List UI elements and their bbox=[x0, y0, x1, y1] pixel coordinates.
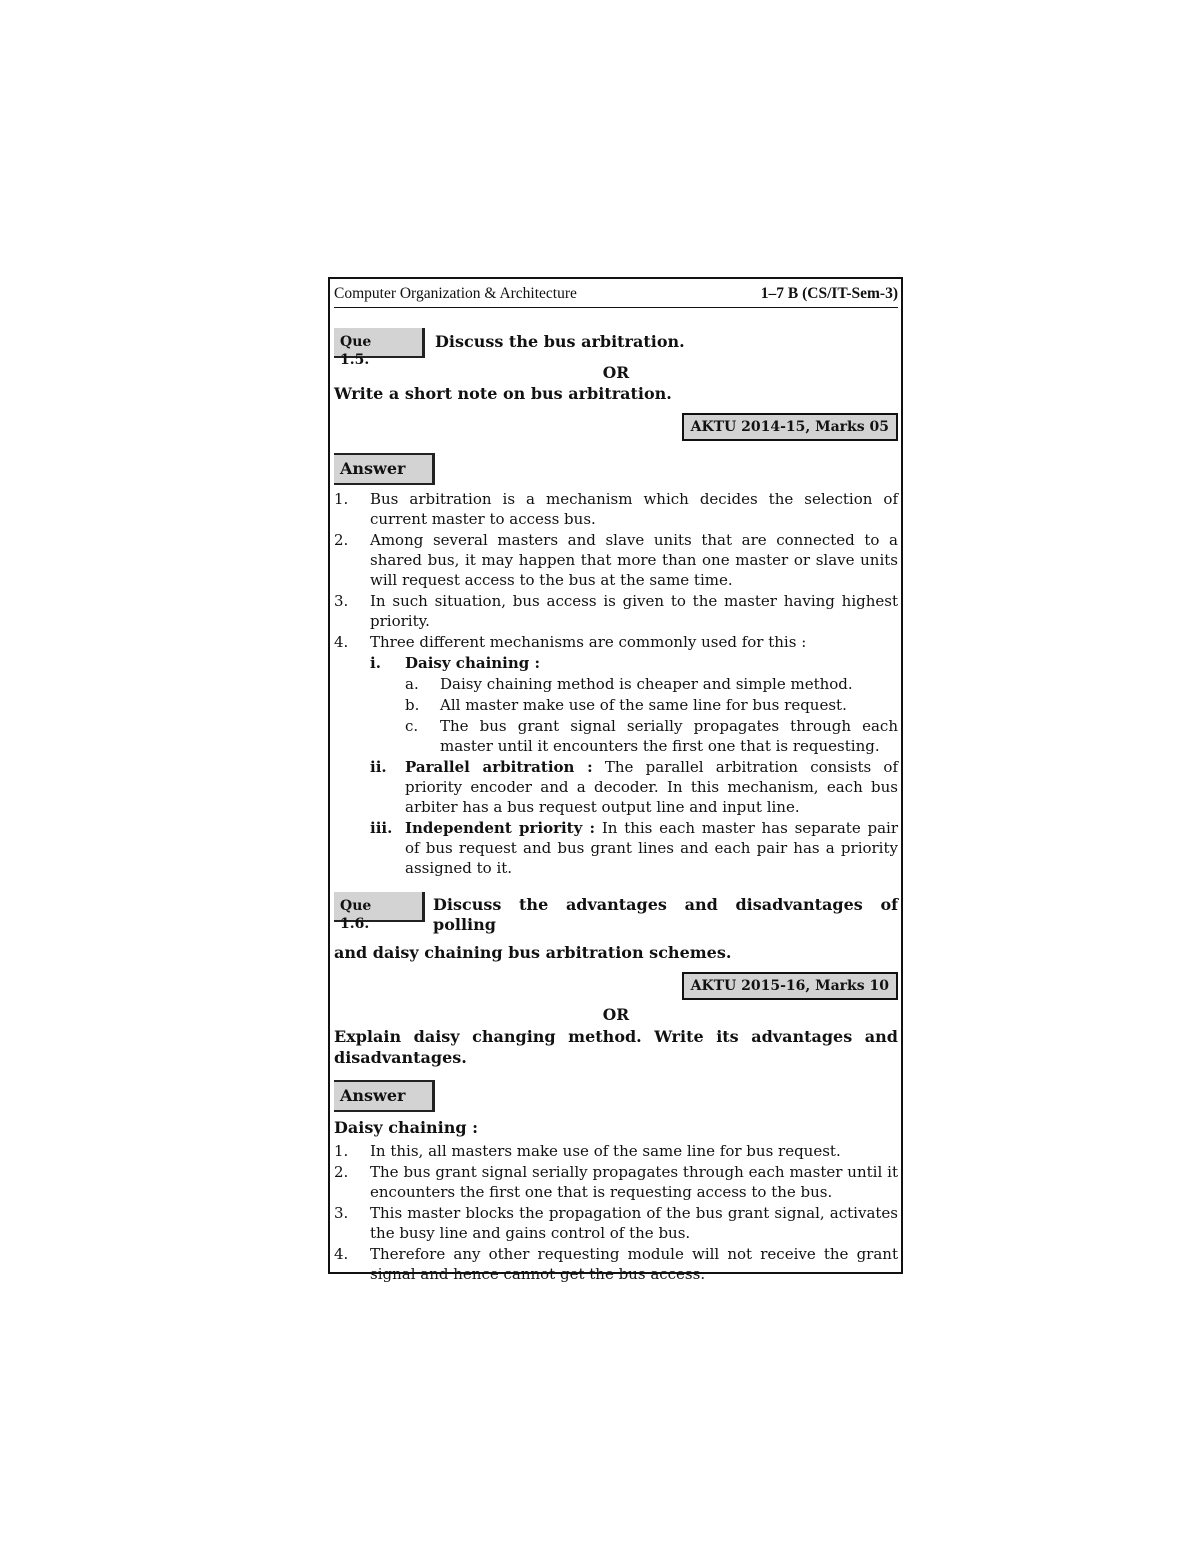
list-item: 3. This master blocks the propagation of the bus grant signal, activates the busy line and gains control of the bus. bbox=[334, 1204, 898, 1242]
list-item: a. Daisy chaining method is cheaper and simple method. bbox=[405, 675, 853, 693]
list-item: 3. In such situation, bus access is given to the master having highest priority. bbox=[334, 592, 898, 630]
list-item: b. All master make use of the same line for bus request. bbox=[405, 696, 847, 714]
answer-list bbox=[334, 1141, 898, 1284]
page-content bbox=[334, 285, 898, 1285]
page-frame bbox=[328, 277, 903, 1283]
question-text: Discuss the bus arbitration. bbox=[435, 332, 685, 351]
answer-list bbox=[334, 489, 898, 878]
list-item: 2. The bus grant signal serially propagates through each master until it encounters the first one that is requesting access to the bus. bbox=[334, 1163, 898, 1201]
list-item: 4. Therefore any other requesting module will not receive the grant signal and hence cannot get the bus access. bbox=[334, 1245, 898, 1283]
list-item: 4. Three different mechanisms are commonly used for this : bbox=[334, 633, 807, 651]
mechanism-parallel-arbitration: ii. Parallel arbitration : The parallel arbitration consists of priority encoder and a decoder. In this mechanism, each bus arbiter has a bus request output line and input line. bbox=[370, 758, 899, 816]
question-1-5 bbox=[334, 328, 898, 368]
list-item: 2. Among several masters and slave units that are connected to a shared bus, it may happen that more than one master or slave units will request access to the bus at the same time. bbox=[334, 531, 898, 589]
list-item: 1. In this, all masters make use of the same line for bus request. bbox=[334, 1142, 841, 1160]
page-reference: 1–7 B (CS/IT-Sem-3) bbox=[760, 285, 898, 302]
question-label: Que 1.5. bbox=[334, 328, 425, 358]
aktu-marks-badge: AKTU 2015-16, Marks 10 bbox=[682, 972, 898, 1000]
or-separator: OR bbox=[602, 363, 630, 382]
or-separator: OR bbox=[602, 1005, 630, 1024]
alternate-question: Write a short note on bus arbitration. bbox=[334, 384, 672, 403]
answer-label: Answer bbox=[334, 1080, 435, 1112]
list-item: 1. Bus arbitration is a mechanism which decides the selection of current master to access bus. bbox=[334, 490, 898, 528]
question-text: Discuss the advantages and disadvantages of polling bbox=[433, 895, 898, 934]
list-item: c. The bus grant signal serially propagates through each master until it encounters the first one that is requesting. bbox=[405, 717, 898, 755]
alternate-question: Explain daisy changing method. Write its advantages and disadvantages. bbox=[334, 1027, 898, 1067]
mechanism-daisy-chaining: i. Daisy chaining : bbox=[370, 654, 541, 672]
question-1-6 bbox=[334, 892, 898, 935]
book-title: Computer Organization & Architecture bbox=[334, 285, 577, 302]
question-label: Que 1.6. bbox=[334, 892, 425, 922]
mechanism-independent-priority: iii. Independent priority : In this each master has separate pair of bus request and bus grant lines and each pair has a priority assigned to it. bbox=[370, 819, 898, 877]
running-header bbox=[334, 285, 898, 308]
section-heading: Daisy chaining : bbox=[334, 1118, 479, 1137]
question-text-continued: and daisy chaining bus arbitration schemes. bbox=[334, 943, 732, 962]
answer-label: Answer bbox=[334, 453, 435, 485]
aktu-marks-badge: AKTU 2014-15, Marks 05 bbox=[682, 413, 898, 441]
